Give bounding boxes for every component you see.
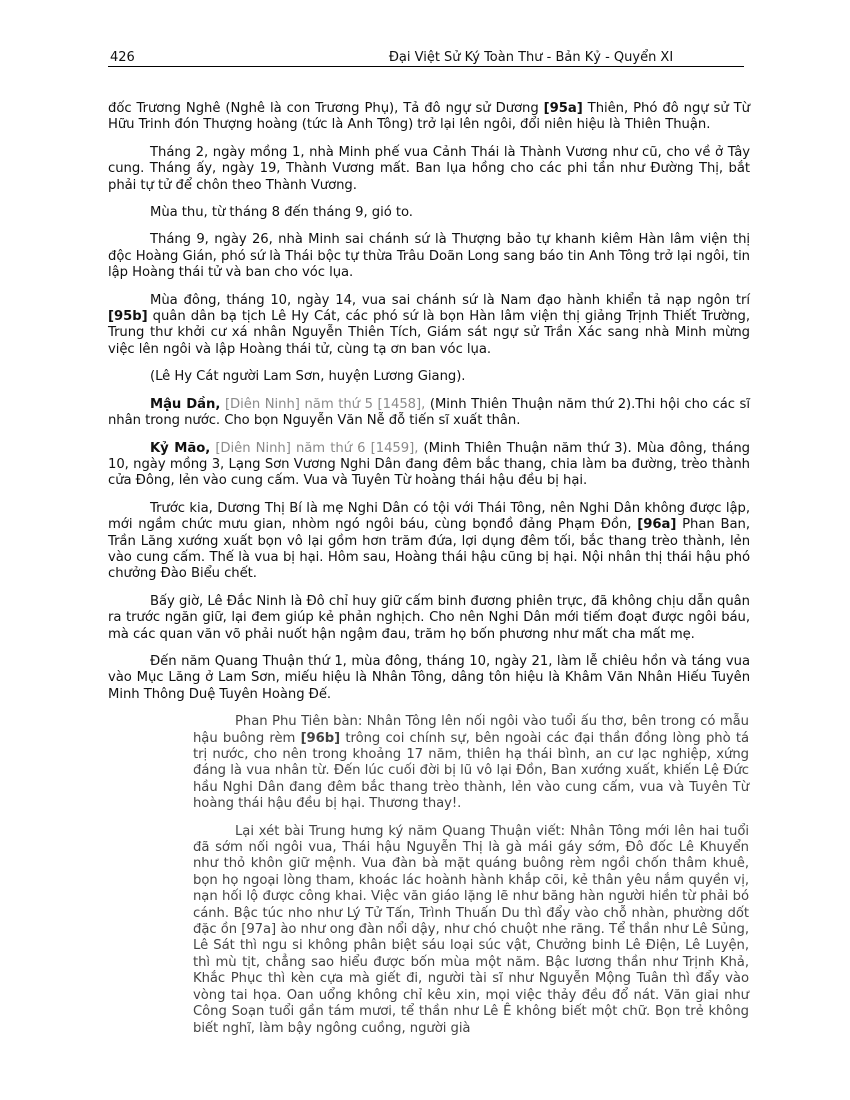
- page-body: [108, 101, 750, 1048]
- page-header: [108, 44, 744, 67]
- paragraph-6: (Lê Hy Cát người Lam Sơn, huyện Lương Giang).: [150, 369, 466, 385]
- page-number: 426: [110, 50, 135, 65]
- paragraph-11: Đến năm Quang Thuận thứ 1, mùa đông, tháng 10, ngày 21, làm lễ chiêu hồn và táng vua vào Mục Lăng ở Lam Sơn, miếu hiệu là Nhân Tông, dâng tôn hiệu là Khâm Văn Nhân Hiếu Tuyên Minh Thông Duệ Tuyên Hoàng Đế.: [108, 653, 750, 702]
- commentary-paragraph-2: Lại xét bài Trung hưng ký năm Quang Thuận viết: Nhân Tông mới lên hai tuổi đã sớm nối ngôi vua, Thái hậu Nguyễn Thị là gà mái gáy sớm, Đô đốc Lê Khuyển như thỏ khôn giữ mệnh. Vua đàn bà mặt quáng buông rèm ngồi chốn thâm khuê, bọn họ ngoại lòng tham, khoác lác hoành hành khắp cõi, kẻ thân yêu nắm quyền vị, nạn hối lộ được công khai. Việc văn giáo lặng lẽ như băng hàn người hiền từ phải bó cánh. Bậc túc nho như Lý Tử Tấn, Trình Thuấn Du thì đẩy vào chỗ nhàn, phường dốt đặc ồn [97a] ào như ong đàn nổi dậy, như chó chuột nhe răng. Tể thần như Lê Sủng, Lê Sát thì ngu si không phân biệt sáu loại súc vật, Chưởng binh Lê Điện, Lê Luyện, thì mù tịt, chẳng sao hiểu được bốn mùa một năm. Bậc lương thần như Trịnh Khả, Khắc Phục thì kèn cựa mà giết đi, người tài sĩ như Nguyễn Mộng Tuân thì đẩy vào vòng tai họa. Oan uổng không chỉ kêu xin, mọi việc thảy đều đổ nát. Văn giai như Công Soạn tuổi gần tám mươi, tể thần như Lê Ê không biết một chữ. Bọn trẻ không biết nghĩ, làm bậy ngông cuồng, người già: [193, 823, 749, 1036]
- folio-marker: [96a]: [637, 517, 677, 533]
- paragraph-10: Bấy giờ, Lê Đắc Ninh là Đô chỉ huy giữ cấm binh đương phiên trực, đã không chịu dẫn quân ra trước ngăn giữ, lại đem giúp kẻ phản nghịch. Cho nên Nghi Dân mới tiếm đoạt được ngôi báu, mà các quan văn võ phải nuốt hận ngậm đau, trăm họ bốn phương như mất cha mất mẹ.: [108, 593, 750, 642]
- paragraph-9: Trước kia, Dương Thị Bí là mẹ Nghi Dân có tội với Thái Tông, nên Nghi Dân không được lập, mới ngầm chức mưu gian, nhòm ngó ngôi báu, cùng bọnđồ đảng Phạm Đồn, [96a] Phan Ban, Trần Lăng xướng xuất bọn vô lại gồm hơn trăm đứa, lợi dụng đêm tối, bắc thang trèo thành, lẻn vào cung cấm. Thế là vua bị hại. Hôm sau, Hoàng thái hậu cũng bị hại. Nội nhân thị thái hậu phó chưởng Đào Biểu chết.: [108, 500, 750, 582]
- paragraph-8: Kỷ Mão, [Diên Ninh] năm thứ 6 [1459], (Minh Thiên Thuận năm thứ 3). Mùa đông, tháng 10, ngày mồng 3, Lạng Sơn Vương Nghi Dân đang đêm bắc thang, chia làm ba đường, trèo thành cửa Đông, lẻn vào cung cấm. Vua và Tuyên Từ hoàng thái hậu đều bị hại.: [108, 440, 750, 489]
- folio-marker: [96b]: [300, 730, 341, 746]
- folio-marker: [95a]: [543, 101, 583, 116]
- year-heading: Kỷ Mão,: [150, 440, 211, 456]
- paragraph-7: Mậu Dần, [Diên Ninh] năm thứ 5 [1458], (Minh Thiên Thuận năm thứ 2).Thi hội cho các sĩ nhân trong nước. Cho bọn Nguyễn Văn Nễ đỗ tiến sĩ xuất thân.: [108, 396, 750, 429]
- paragraph-5: Mùa đông, tháng 10, ngày 14, vua sai chánh sứ là Nam đạo hành khiển tả nạp ngôn trí [95b] quân dân bạ tịch Lê Hy Cát, các phó sứ là bọn Hàn lâm viện thị giảng Trịnh Thiết Trường, Trung thư khởi cư xá nhân Nguyễn Thiên Tích, Giám sát ngự sử Trần Xác sang nhà Minh mừng việc lên ngôi và lập Hoàng thái tử, cùng tạ ơn ban vóc lụa.: [108, 292, 750, 357]
- era-note: [Diên Ninh] năm thứ 5 [1458],: [220, 396, 426, 412]
- paragraph-1: đốc Trương Nghê (Nghê là con Trương Phụ), Tả đô ngự sử Dương [95a] Thiên, Phó đô ngự sử Từ Hữu Trinh đón Thượng hoàng (tức là Anh Tông) trở lại lên ngôi, đổi niên hiệu là Thiên Thuận.: [108, 101, 750, 133]
- year-heading: Mậu Dần,: [150, 396, 221, 412]
- paragraph-3: Mùa thu, từ tháng 8 đến tháng 9, gió to.: [150, 205, 413, 221]
- commentary-block: [193, 714, 749, 1037]
- paragraph-2: Tháng 2, ngày mồng 1, nhà Minh phế vua Cảnh Thái là Thành Vương như cũ, cho về ở Tây cung. Tháng ấy, ngày 19, Thành Vương mất. Ban lụa hồng cho các phi tần như Đường Thị, bắt phải tự tử để chôn theo Thành Vương.: [108, 144, 750, 193]
- commentary-paragraph-1: Phan Phu Tiên bàn: Nhân Tông lên nối ngôi vào tuổi ấu thơ, bên trong có mẫu hậu buông rèm [96b] trông coi chính sự, bên ngoài các đại thần đồng lòng phò tá trị nước, cho nên trong khoảng 17 năm, thiên hạ thái bình, an cư lạc nghiệp, xứng đáng là vua nhân từ. Đến lúc cuối đời bị lũ vô lại Đồn, Ban xướng xuất, khiến Lệ Đức hầu Nghi Dân đang đêm bắc thang trèo thành, lẻn vào cung cấm, vua và Tuyên Từ hoàng thái hậu đều bị hại. Thương thay!.: [193, 714, 750, 812]
- running-title: Đại Việt Sử Ký Toàn Thư - Bản Kỷ - Quyển XI: [388, 50, 674, 65]
- era-note: [Diên Ninh] năm thứ 6 [1459],: [210, 440, 419, 456]
- paragraph-4: Tháng 9, ngày 26, nhà Minh sai chánh sứ là Thượng bảo tự khanh kiêm Hàn lâm viện thị độc Hoàng Gián, phó sứ là Thái bộc tự thừa Trâu Doãn Long sang báo tin Anh Tông trở lại ngôi, tin lập Hoàng thái tử và ban cho vóc lụa.: [108, 232, 750, 281]
- folio-marker: [95b]: [108, 309, 148, 325]
